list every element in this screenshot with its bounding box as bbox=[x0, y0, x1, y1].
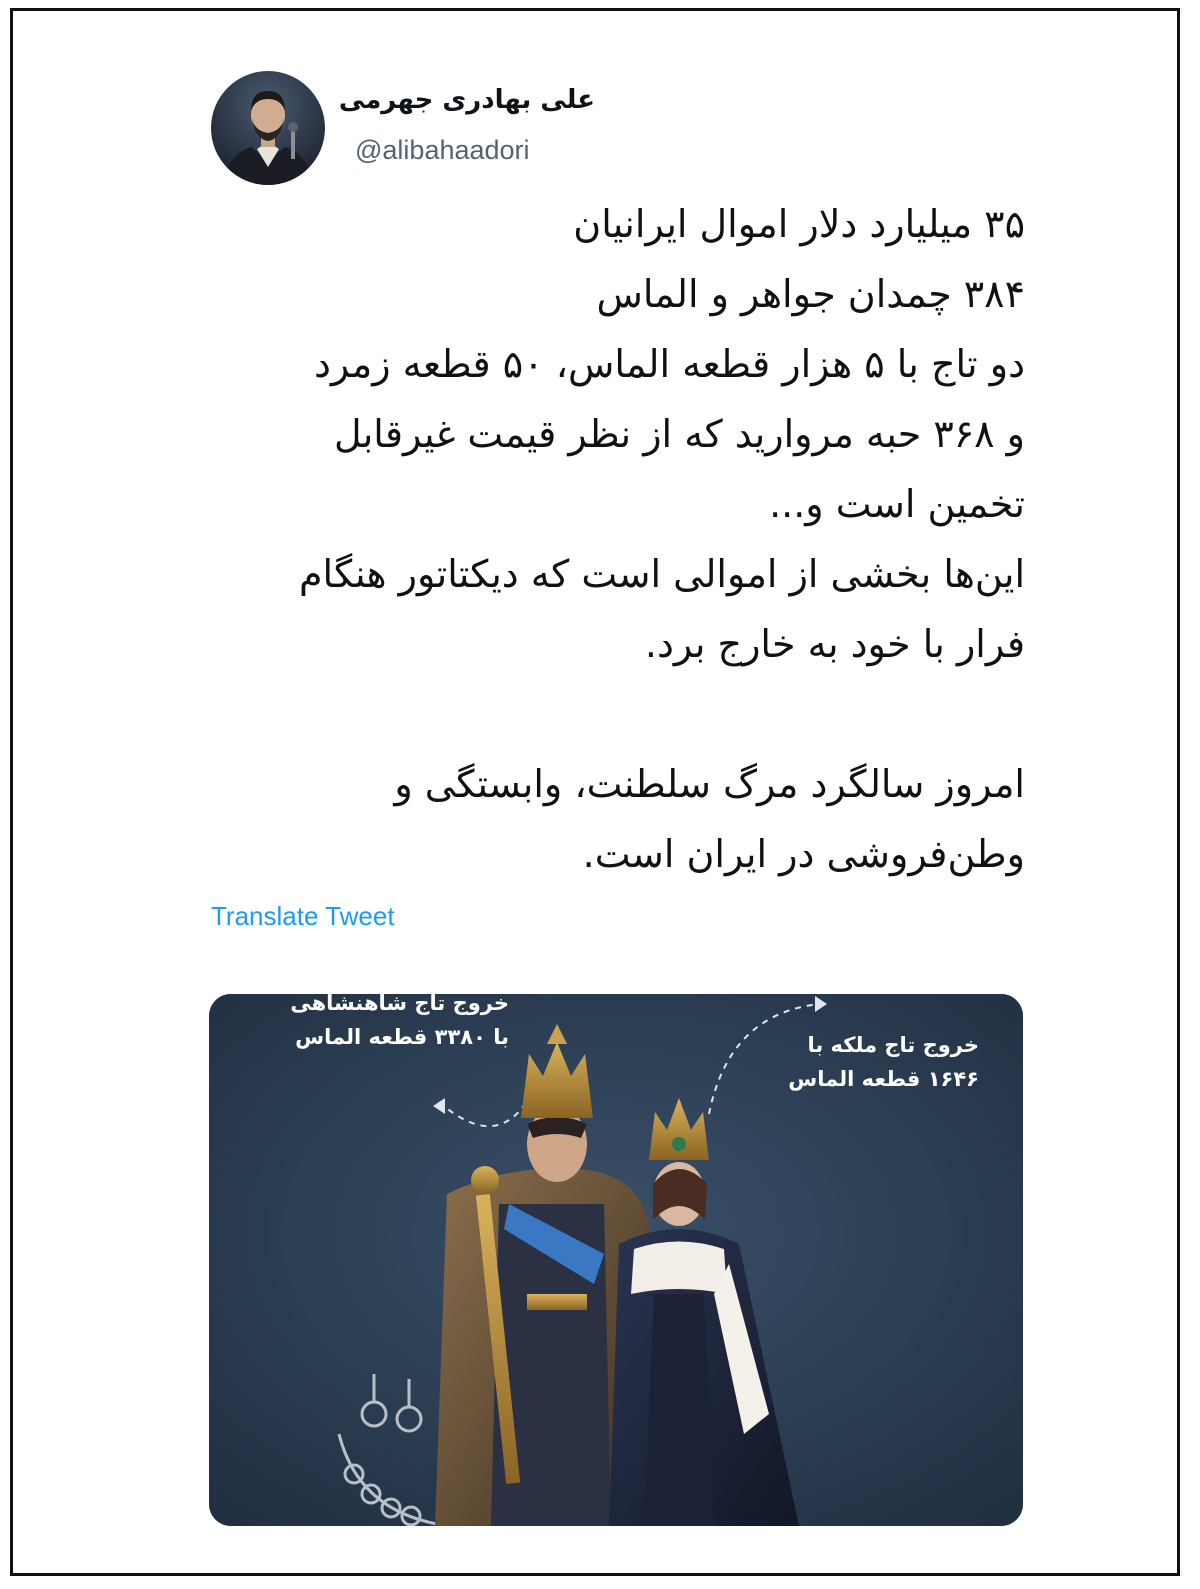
tweet-text-line: و ۳۶۸ حبه مروارید که از نظر قیمت غیرقابل bbox=[333, 412, 1025, 456]
tweet-text-blank-line bbox=[209, 679, 1025, 749]
tweet-text-line: این‌ها بخشی از اموالی است که دیکتاتور هنگام bbox=[298, 552, 1025, 596]
tweet-text-line: دو تاج با ۵ هزار قطعه الماس، ۵۰ قطعه زمرد bbox=[313, 342, 1025, 386]
tweet-text-line: ۳۵ میلیارد دلار اموال ایرانیان bbox=[573, 202, 1025, 246]
translate-tweet-link[interactable]: Translate Tweet bbox=[211, 901, 395, 931]
tweet-media-image[interactable] bbox=[209, 994, 1023, 1526]
user-handle[interactable]: @alibahaadori bbox=[355, 135, 530, 165]
person-avatar-icon bbox=[211, 71, 325, 185]
screenshot-frame bbox=[10, 8, 1180, 1576]
caption-queen-crown bbox=[769, 1028, 979, 1096]
tweet-text-line: تخمین است و... bbox=[769, 482, 1025, 526]
caption-line: خروج تاج ملکه با bbox=[807, 1033, 979, 1057]
tweet-text-line: فرار با خود به خارج برد. bbox=[644, 622, 1025, 666]
display-name[interactable]: علی بهادری جهرمی bbox=[338, 85, 595, 115]
caption-line: با ۳۳۸۰ قطعه الماس bbox=[295, 1025, 509, 1049]
tweet-text bbox=[209, 189, 1025, 889]
caption-line: خروج تاج شاهنشاهی bbox=[290, 994, 509, 1015]
tweet-text-line: وطن‌فروشی در ایران است. bbox=[582, 832, 1025, 876]
caption-line: ۱۶۴۶ قطعه الماس bbox=[788, 1067, 979, 1091]
tweet-text-line: امروز سالگرد مرگ سلطنت، وابستگی و bbox=[394, 762, 1025, 806]
avatar[interactable] bbox=[211, 71, 325, 185]
caption-imperial-crown bbox=[259, 994, 509, 1054]
tweet-text-line: ۳۸۴ چمدان جواهر و الماس bbox=[596, 272, 1025, 316]
